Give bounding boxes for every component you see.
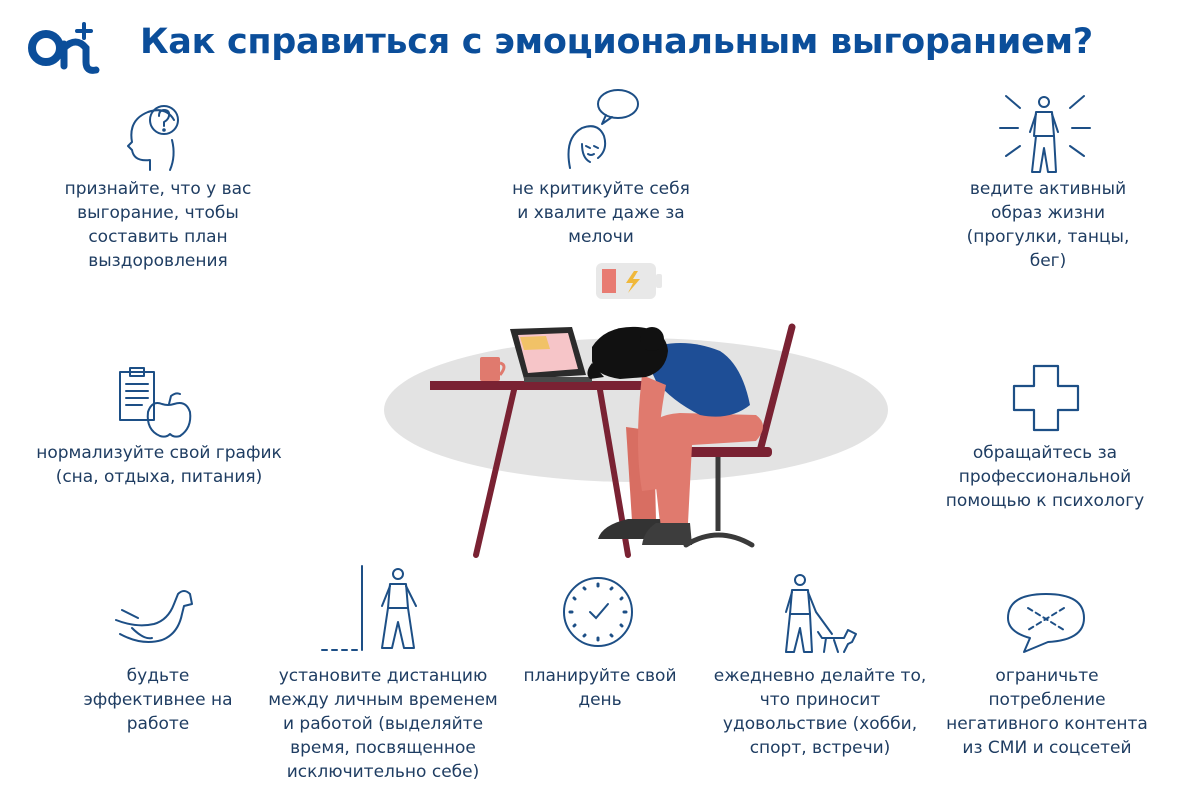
tip-effective: будьте эффективнее на работе [83, 666, 233, 734]
clipboard-apple-icon [116, 364, 194, 444]
crossed-speech-bubble-icon [1004, 590, 1088, 656]
person-speech-bubble-icon [560, 88, 642, 172]
tip-daily-joy: ежедневно делайте то, что приносит удовольствие (хобби, спорт, встречи) [713, 666, 927, 758]
tip-distance: установите дистанцию между личным временем и работой (выделяйте время, посвященное исключительно себе) [268, 666, 498, 782]
head-question-icon [122, 100, 192, 174]
person-walking-dog-icon [782, 572, 862, 656]
flexed-arm-icon [112, 584, 198, 656]
tip-schedule: нормализуйте свой график (сна, отдыха, питания) [36, 443, 282, 487]
medical-cross-icon [1010, 362, 1082, 434]
tip-psychologist: обращайтесь за профессиональной помощью к психологу [945, 443, 1145, 511]
logo [28, 14, 104, 80]
tip-no-criticism: не критикуйте себя и хвалите даже за мелочи [512, 179, 690, 247]
low-battery-icon [596, 263, 662, 299]
page-title: Как справиться с эмоциональным выгоранием? [140, 22, 1093, 62]
burnout-scene-illustration [380, 255, 900, 565]
tip-plan-day: планируйте свой день [523, 666, 677, 710]
tip-limit-news: ограничьте потребление негативного контента из СМИ и соцсетей [946, 666, 1148, 758]
tip-active-life: ведите активный образ жизни (прогулки, танцы, бег) [966, 179, 1130, 271]
clock-icon [560, 574, 636, 650]
tip-acknowledge: признайте, что у вас выгорание, чтобы составить план выздоровления [64, 179, 252, 271]
person-energy-icon [990, 92, 1100, 176]
person-boundary-icon [320, 564, 428, 656]
